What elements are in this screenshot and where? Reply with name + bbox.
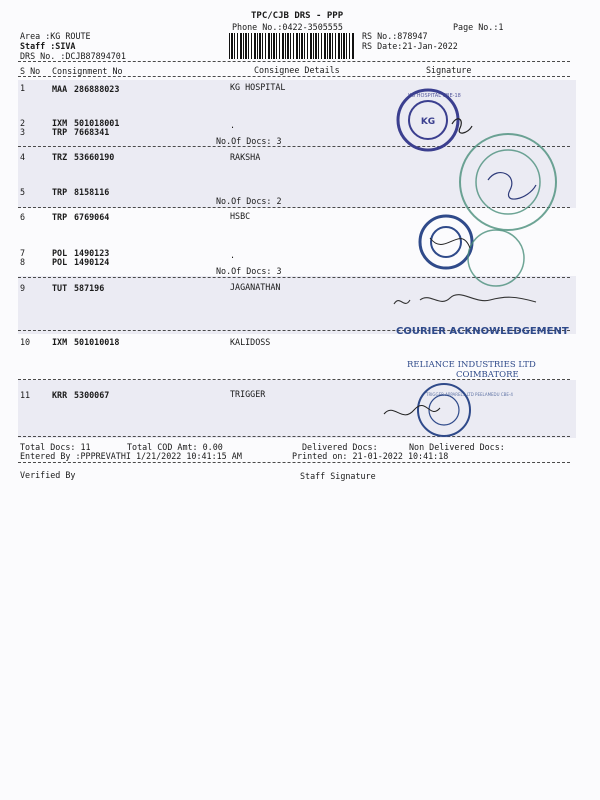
row-sno: 2: [20, 118, 26, 128]
reliance-stamp-line1: RELIANCE INDUSTRIES LTD: [407, 360, 536, 370]
row-code: POL: [52, 257, 68, 267]
row-code: TRZ: [52, 152, 68, 162]
delivered-docs: Delivered Docs:: [302, 442, 378, 452]
row-consignee: KALIDOSS: [230, 337, 271, 347]
row-consignee: .: [230, 120, 236, 130]
col-sno: S No: [20, 66, 41, 76]
row-sno: 1: [20, 83, 26, 93]
row-consignment: 8158116: [74, 187, 110, 197]
handwritten-signature: [390, 290, 540, 312]
entered-by: Entered By :PPPREVATHI 1/21/2022 10:41:15 AM: [20, 451, 242, 461]
row-sno: 7: [20, 248, 26, 258]
row-consignment: 286888023: [74, 84, 120, 94]
col-consignee: Consignee Details: [254, 65, 340, 75]
row-consignment: 501010018: [74, 337, 120, 347]
row-consignment: 5300067: [74, 390, 110, 400]
row-sno: 8: [20, 257, 26, 267]
row-sno: 9: [20, 283, 26, 293]
row-consignment: 6769064: [74, 212, 110, 222]
row-code: MAA: [52, 84, 68, 94]
row-consignee: KG HOSPITAL: [230, 82, 286, 92]
row-code: TRP: [52, 187, 68, 197]
row-code: TRP: [52, 127, 68, 137]
total-docs: Total Docs: 11: [20, 442, 91, 452]
svg-text:KG: KG: [420, 117, 436, 127]
docs-count: No.Of Docs: 3: [216, 266, 282, 276]
non-delivered-docs: Non Delivered Docs:: [409, 442, 505, 452]
area: Area :KG ROUTE: [20, 31, 91, 41]
row-consignee: .: [230, 250, 236, 260]
total-cod-amount: Total COD Amt: 0.00: [127, 442, 223, 452]
row-sno: 10: [20, 337, 31, 347]
row-sno: 4: [20, 152, 26, 162]
courier-stamp: [410, 208, 528, 294]
trigger-apparels-stamp-text: TRIGGER APPARELS LTD PEELAMEDU CBE-4: [426, 392, 513, 397]
row-sno: 3: [20, 127, 26, 137]
drs-number: DRS No. :DCJB87894701: [20, 51, 126, 61]
row-consignee: HSBC: [230, 211, 251, 221]
row-code: POL: [52, 248, 68, 258]
trigger-apparels-stamp: [380, 380, 490, 440]
col-consignment: Consignment No: [52, 66, 123, 76]
row-code: IXM: [52, 337, 68, 347]
phone-number: Phone No.:0422-3505555: [232, 22, 343, 32]
row-code: KRR: [52, 390, 68, 400]
row-sno: 6: [20, 212, 26, 222]
barcode: [229, 33, 354, 59]
docs-count: No.Of Docs: 3: [216, 136, 282, 146]
row-consignment: 53660190: [74, 152, 115, 162]
courier-ack-stamp: COURIER ACKNOWLEDGEMENT: [396, 326, 569, 337]
row-sno: 11: [20, 390, 31, 400]
staff-signature: Staff Signature: [300, 471, 376, 481]
row-sno: 5: [20, 187, 26, 197]
rs-date: RS Date:21-Jan-2022: [362, 41, 458, 51]
staff: Staff :SIVA: [20, 41, 76, 51]
row-code: IXM: [52, 118, 68, 128]
docs-count: No.Of Docs: 2: [216, 196, 282, 206]
rs-number: RS No.:878947: [362, 31, 428, 41]
row-consignee: JAGANATHAN: [230, 282, 281, 292]
row-consignee: TRIGGER: [230, 389, 266, 399]
row-consignee: RAKSHA: [230, 152, 261, 162]
row-consignment: 7668341: [74, 127, 110, 137]
row-code: TUT: [52, 283, 68, 293]
row-consignment: 587196: [74, 283, 105, 293]
printed-on: Printed on: 21-01-2022 10:41:18: [292, 451, 449, 461]
row-consignment: 1490124: [74, 257, 110, 267]
page-number: Page No.:1: [453, 22, 504, 32]
report-title: TPC/CJB DRS - PPP: [251, 11, 344, 21]
row-code: TRP: [52, 212, 68, 222]
reliance-stamp-line2: COIMBATORE: [456, 370, 519, 380]
row-consignment: 1490123: [74, 248, 110, 258]
verified-by: Verified By: [20, 470, 76, 480]
row-consignment: 501018001: [74, 118, 120, 128]
col-signature: Signature: [426, 65, 472, 75]
kg-hospital-stamp-text: KG HOSPITAL CBE-18: [408, 93, 461, 99]
